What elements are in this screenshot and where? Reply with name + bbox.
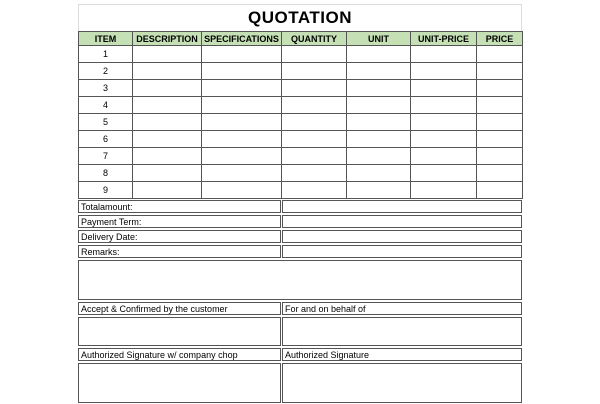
table-cell[interactable] — [202, 80, 282, 97]
table-cell[interactable] — [411, 131, 477, 148]
table-cell[interactable] — [202, 114, 282, 131]
table-cell[interactable] — [411, 80, 477, 97]
item-number-cell: 7 — [79, 148, 133, 165]
item-number-cell: 3 — [79, 80, 133, 97]
table-cell[interactable] — [477, 148, 523, 165]
table-cell[interactable] — [347, 131, 411, 148]
table-row — [79, 63, 523, 80]
table-cell[interactable] — [411, 97, 477, 114]
table-cell[interactable] — [133, 131, 202, 148]
table-cell[interactable] — [282, 148, 347, 165]
table-cell[interactable] — [477, 46, 523, 63]
table-cell[interactable] — [411, 114, 477, 131]
table-row — [79, 182, 523, 199]
on-behalf-field[interactable] — [282, 317, 522, 346]
table-cell[interactable] — [347, 165, 411, 182]
title-bar — [78, 4, 522, 31]
table-cell[interactable] — [477, 165, 523, 182]
table-cell[interactable] — [347, 97, 411, 114]
table-cell[interactable] — [282, 131, 347, 148]
table-cell[interactable] — [202, 63, 282, 80]
table-cell[interactable] — [282, 97, 347, 114]
item-number-cell: 5 — [79, 114, 133, 131]
remarks-label: Remarks: — [78, 245, 281, 258]
footer-section — [78, 199, 522, 404]
items-body — [79, 46, 523, 199]
table-cell[interactable] — [133, 148, 202, 165]
table-cell[interactable] — [477, 63, 523, 80]
column-header-unit-price: UNIT-PRICE — [411, 32, 477, 46]
payment-row — [78, 214, 522, 229]
item-number-cell: 6 — [79, 131, 133, 148]
table-cell[interactable] — [347, 182, 411, 199]
table-row — [79, 97, 523, 114]
table-cell[interactable] — [282, 80, 347, 97]
remarks-label-filler — [282, 245, 522, 258]
total-row — [78, 199, 522, 214]
authorized-box-row — [78, 362, 522, 404]
item-number-cell: 9 — [79, 182, 133, 199]
table-cell[interactable] — [133, 182, 202, 199]
table-cell[interactable] — [411, 182, 477, 199]
accept-confirmed-label: Accept & Confirmed by the customer — [78, 302, 281, 315]
table-cell[interactable] — [202, 97, 282, 114]
table-row — [79, 165, 523, 182]
column-header-item: ITEM — [79, 32, 133, 46]
table-cell[interactable] — [133, 46, 202, 63]
authorized-signature-chop-field[interactable] — [78, 363, 281, 403]
authorized-signature-field[interactable] — [282, 363, 522, 403]
table-cell[interactable] — [477, 182, 523, 199]
signature-box-row — [78, 316, 522, 347]
table-cell[interactable] — [411, 63, 477, 80]
item-number-cell: 2 — [79, 63, 133, 80]
table-header-row — [79, 32, 523, 46]
authorized-signature-label: Authorized Signature — [282, 348, 522, 361]
on-behalf-label: For and on behalf of — [282, 302, 522, 315]
table-row — [79, 148, 523, 165]
customer-confirm-field[interactable] — [78, 317, 281, 346]
item-number-cell: 1 — [79, 46, 133, 63]
column-header-quantity: QUANTITY — [282, 32, 347, 46]
payment-term-label: Payment Term: — [78, 215, 281, 228]
table-cell[interactable] — [477, 97, 523, 114]
table-cell[interactable] — [282, 46, 347, 63]
table-cell[interactable] — [282, 114, 347, 131]
table-row — [79, 114, 523, 131]
table-cell[interactable] — [347, 114, 411, 131]
table-cell[interactable] — [411, 148, 477, 165]
column-header-price: PRICE — [477, 32, 523, 46]
table-cell[interactable] — [282, 182, 347, 199]
payment-term-field[interactable] — [282, 215, 522, 228]
table-cell[interactable] — [133, 63, 202, 80]
remarks-row — [78, 244, 522, 259]
delivery-date-field[interactable] — [282, 230, 522, 243]
item-number-cell: 4 — [79, 97, 133, 114]
remarks-box-row — [78, 259, 522, 301]
authorized-label-row — [78, 347, 522, 362]
table-cell[interactable] — [202, 131, 282, 148]
table-cell[interactable] — [282, 63, 347, 80]
total-amount-field[interactable] — [282, 200, 522, 213]
item-number-cell: 8 — [79, 165, 133, 182]
table-cell[interactable] — [411, 46, 477, 63]
authorized-signature-chop-label: Authorized Signature w/ company chop — [78, 348, 281, 361]
column-header-specifications: SPECIFICATIONS — [202, 32, 282, 46]
column-header-description: DESCRIPTION — [133, 32, 202, 46]
table-cell[interactable] — [133, 165, 202, 182]
table-row — [79, 46, 523, 63]
table-cell[interactable] — [202, 148, 282, 165]
table-cell[interactable] — [202, 182, 282, 199]
table-cell[interactable] — [133, 97, 202, 114]
delivery-row — [78, 229, 522, 244]
total-amount-label: Totalamount: — [78, 200, 281, 213]
table-cell[interactable] — [282, 165, 347, 182]
items-table — [78, 31, 523, 199]
table-cell[interactable] — [347, 148, 411, 165]
page-title: QUOTATION — [248, 8, 352, 27]
table-cell[interactable] — [133, 80, 202, 97]
table-cell[interactable] — [477, 114, 523, 131]
signature-label-row — [78, 301, 522, 316]
table-cell[interactable] — [347, 80, 411, 97]
column-header-unit: UNIT — [347, 32, 411, 46]
table-row — [79, 131, 523, 148]
table-cell[interactable] — [347, 63, 411, 80]
table-cell[interactable] — [347, 46, 411, 63]
table-cell[interactable] — [477, 80, 523, 97]
table-cell[interactable] — [411, 165, 477, 182]
table-cell[interactable] — [477, 131, 523, 148]
remarks-field[interactable] — [78, 260, 522, 300]
delivery-date-label: Delivery Date: — [78, 230, 281, 243]
table-cell[interactable] — [202, 46, 282, 63]
quotation-sheet — [78, 4, 522, 404]
table-row — [79, 80, 523, 97]
table-cell[interactable] — [202, 165, 282, 182]
table-cell[interactable] — [133, 114, 202, 131]
